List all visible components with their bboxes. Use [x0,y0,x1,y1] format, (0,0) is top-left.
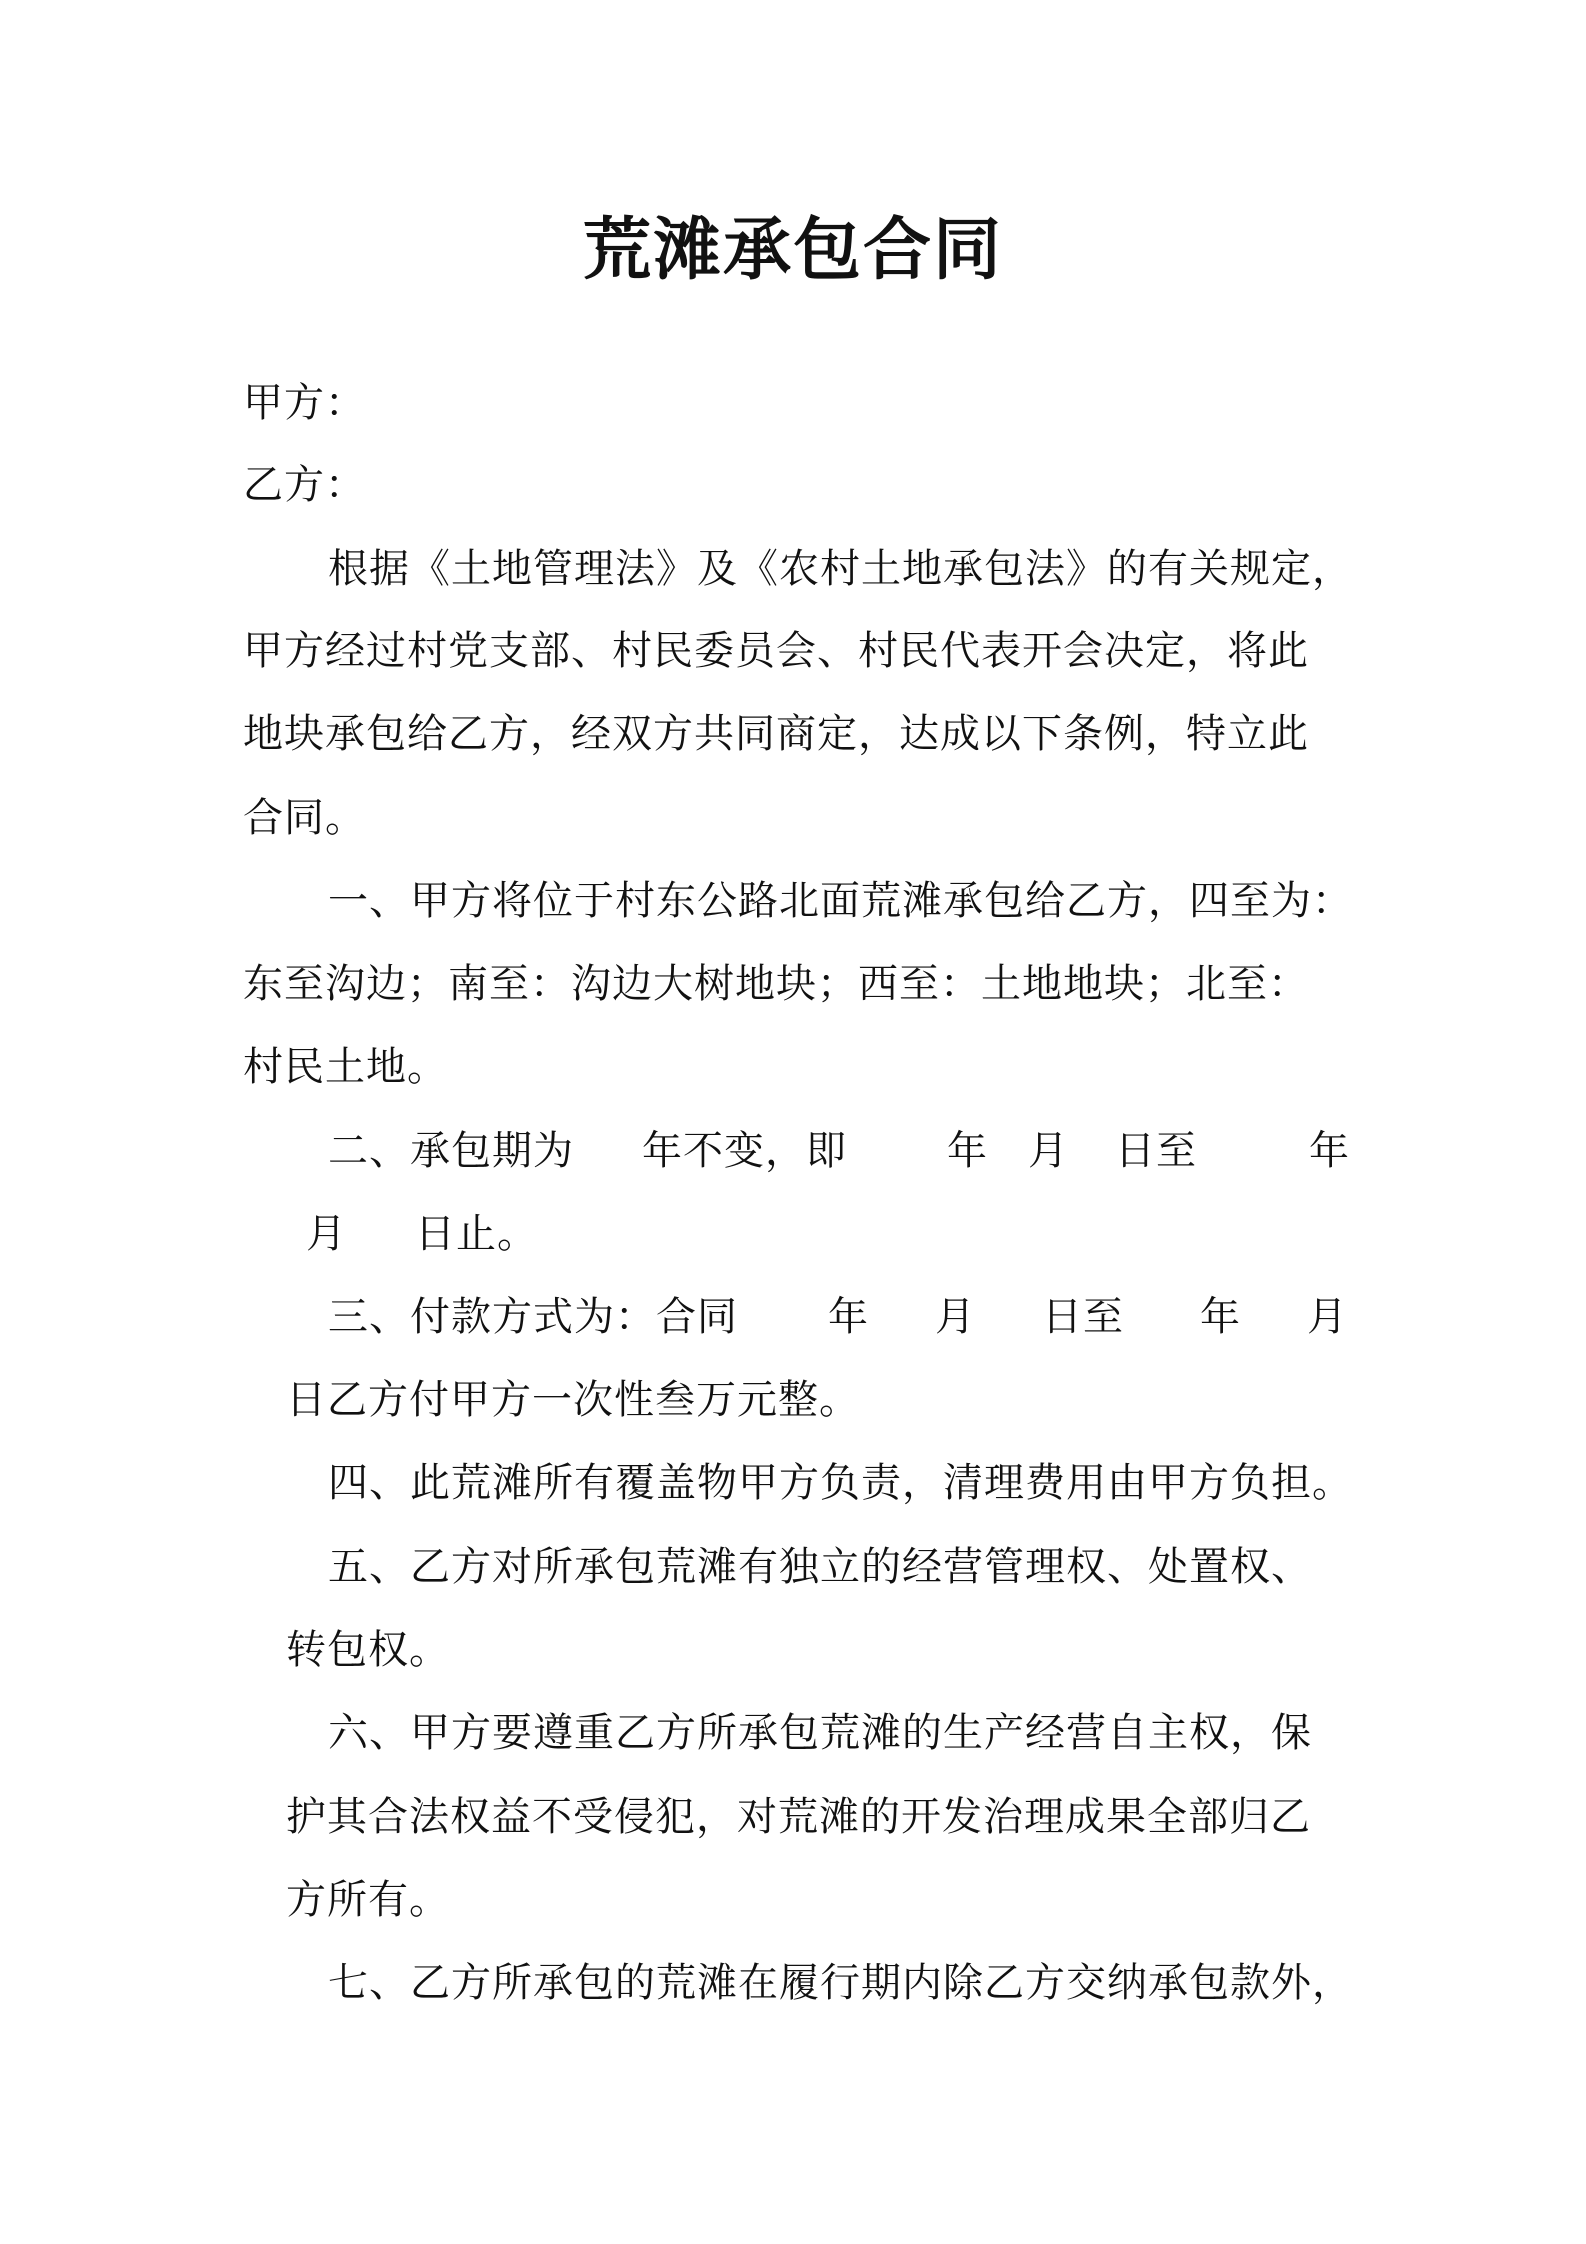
clause-2-end-year: 年 [1309,1128,1350,1174]
party-a-label: 甲方： [243,380,366,426]
clause-5-line-1: 五、乙方对所承包荒滩有独立的经营管理权、处置权、 [328,1544,1312,1590]
clause-3-start-year: 年 [828,1294,869,1340]
party-b-label: 乙方： [243,462,366,508]
clause-1-line-2: 东至沟边；南至：沟边大树地块；西至：土地地块；北至： [243,961,1309,1007]
clause-2-start-month: 月 [1028,1128,1069,1174]
intro-line-4: 合同。 [243,795,366,841]
clause-2-term-label: 二、承包期为 [328,1128,574,1174]
clause-2-end-day: 日止。 [415,1211,538,1257]
clause-6-line-2: 护其合法权益不受侵犯，对荒滩的开发治理成果全部归乙 [286,1794,1311,1840]
clause-3-start-month: 月 [935,1294,976,1340]
clause-2-unchanged-label: 年不变，即 [642,1128,847,1174]
clause-6-line-1: 六、甲方要遵重乙方所承包荒滩的生产经营自主权，保 [328,1710,1312,1756]
clause-2-start-year: 年 [947,1128,988,1174]
clause-5-line-2: 转包权。 [286,1627,450,1673]
clause-4-line-1: 四、此荒滩所有覆盖物甲方负责，清理费用由甲方负担。 [328,1460,1353,1506]
clause-2-line-2 [306,1206,538,1262]
clause-3-line-1 [328,1289,1348,1345]
intro-line-1: 根据《土地管理法》及《农村土地承包法》的有关规定， [328,546,1353,592]
document-title: 荒滩承包合同 [582,210,1003,290]
clause-2-line-1 [328,1123,1350,1179]
clause-1-line-3: 村民土地。 [243,1044,448,1090]
clause-3-start-day-to: 日至 [1042,1294,1124,1340]
clause-2-end-month: 月 [306,1211,347,1257]
intro-line-3: 地块承包给乙方，经双方共同商定，达成以下条例，特立此 [243,711,1309,757]
clause-2-start-day-to: 日至 [1115,1128,1197,1174]
clause-3-line-2: 日乙方付甲方一次性叁万元整。 [286,1377,860,1423]
clause-6-line-3: 方所有。 [286,1877,450,1923]
clause-1-line-1: 一、甲方将位于村东公路北面荒滩承包给乙方，四至为： [328,878,1353,924]
intro-line-2: 甲方经过村党支部、村民委员会、村民代表开会决定，将此 [243,628,1309,674]
clause-3-end-month: 月 [1307,1294,1348,1340]
clause-3-payment-label: 三、付款方式为：合同 [328,1294,738,1340]
clause-7-line-1: 七、乙方所承包的荒滩在履行期内除乙方交纳承包款外， [328,1960,1353,2006]
clause-3-end-year: 年 [1200,1294,1241,1340]
